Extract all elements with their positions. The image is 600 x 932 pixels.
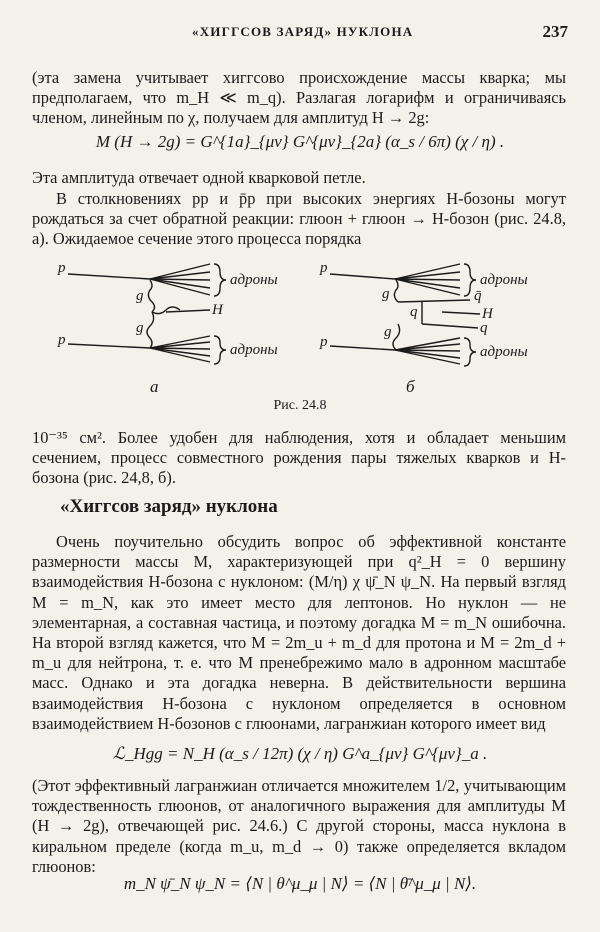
gluon-to-higgs-top: [152, 307, 180, 314]
proton-line-bottom-b: [330, 346, 395, 350]
label-hadrons-top-b: адроны: [480, 272, 528, 288]
running-title: «ХИГГСОВ ЗАРЯД» НУКЛОНА: [192, 24, 414, 39]
equation-amplitude: M (H → 2g) = G^{1a}_{μν} G^{μν}_{2a} (α_s / 6π) (χ / η) .: [95, 132, 505, 151]
label-p-top-b: p: [320, 260, 328, 276]
label-hadrons-top-a: адроны: [230, 272, 278, 288]
quark-line-bottom-b: [422, 324, 478, 328]
label-hadrons-bottom-b: адроны: [480, 344, 528, 360]
label-q-mid-b: q: [410, 304, 418, 320]
section-title: «Хиггсов заряд» нуклона: [60, 496, 278, 517]
hadron-brace-bottom-b: [464, 338, 476, 366]
gluon-line-bottom-b: [393, 324, 400, 350]
label-g-top-a: g: [136, 288, 144, 304]
label-p-top-a: p: [58, 260, 66, 276]
page-header: [0, 22, 600, 44]
figure-caption: Рис. 24.8: [273, 398, 327, 413]
paragraph-quark-mass: (эта замена учитывает хиггсово происхождение массы кварка; мы предполагаем, что m_H ≪ m_q). Разлагая логарифм и ограничиваясь членом, линейным по χ, получаем для амплитуд H → 2g:: [32, 68, 566, 128]
equation-nucleon-mass: m_N ψ̄_N ψ_N = ⟨N | θ^μ_μ | N⟩ = ⟨N | θ̄^μ_μ | N⟩.: [123, 874, 477, 893]
hadron-brace-top-a: [214, 264, 226, 296]
label-p-bottom-a: p: [58, 332, 66, 348]
label-g-bottom-b: g: [384, 324, 392, 340]
proton-line-top-a: [68, 274, 150, 279]
hadron-brace-bottom-a: [214, 336, 226, 364]
panel-label-a: а: [150, 377, 159, 396]
label-p-bottom-b: p: [320, 334, 328, 350]
label-q-bottom-b: q: [480, 320, 488, 336]
gluon-line-top-a: [148, 280, 154, 312]
paragraph-higgs-charge: Очень поучительно обсудить вопрос об эффективной константе размерности массы M, характеризующей при q²_H = 0 вершину взаимодействия H-бозона с нуклоном: (M/η) χ ψ̄_N ψ_N. На первый взгляд M = m_N, как это имеет место для лептонов. Но нуклон — не элементарная, а составная частица, и поэтому догадка M = m_N ошибочна. На второй взгляд кажется, что M = 2m_u + m_d для протона и M = 2m_d + m_u для нейтрона, т. е. что M пренебрежимо мало в адронном масштабе масс. Однако и эта догадка неверна. В действительности вершина взаимодействия H-бозона с нуклоном определяется в основном взаимодействием H-бозонов с глюонами, лагранжиан которого имеет вид: [32, 532, 566, 733]
label-H-a: H: [212, 302, 223, 318]
higgs-line-b: [442, 312, 480, 314]
proton-line-bottom-a: [68, 344, 150, 348]
gluon-line-top-b: [394, 280, 398, 302]
quark-line-top-b: [398, 300, 470, 302]
label-H-b: H: [482, 306, 493, 322]
paragraph-quark-loop: Эта амплитуда отвечает одной кварковой петле.: [32, 168, 366, 187]
label-g-top-b: g: [382, 286, 390, 302]
label-g-bottom-a: g: [136, 320, 144, 336]
feynman-diagrams: [50, 252, 550, 402]
hadron-jet-line: [150, 264, 210, 279]
paragraph-cross-section: 10⁻³⁵ см². Более удобен для наблюдения, хотя и обладает меньшим сечением, процесс совместного рождения пары тяжелых кварков и H-бозона (рис. 24,8, б).: [32, 428, 566, 488]
paragraph-collisions: В столкновениях pp и p̄p при высоких энергиях H-бозоны могут рождаться за счет обратной реакции: глюон + глюон → H-бозон (рис. 24.8, а). Ожидаемое сечение этого процесса порядка: [32, 189, 566, 249]
equation-lagrangian: ℒ_Hgg = N_H (α_s / 12π) (χ / η) G^a_{μν} G^{μν}_a .: [112, 744, 488, 763]
higgs-line-a: [166, 310, 210, 312]
page-number: 237: [542, 22, 568, 41]
gluon-line-bottom-a: [147, 312, 154, 348]
panel-label-b: б: [406, 377, 415, 396]
proton-line-top-b: [330, 274, 395, 279]
label-hadrons-bottom-a: адроны: [230, 342, 278, 358]
paragraph-effective-lagrangian: (Этот эффективный лагранжиан отличается множителем 1/2, учитывающим тождественность глюонов, от аналогичного выражения для амплитуды M (H → 2g), отвечающей рис. 24.6.) С другой стороны, масса нуклона в киральном пределе (когда m_u, m_d → 0) также определяется вкладом глюонов:: [32, 776, 566, 876]
label-qbar-b: q̄: [474, 288, 482, 304]
